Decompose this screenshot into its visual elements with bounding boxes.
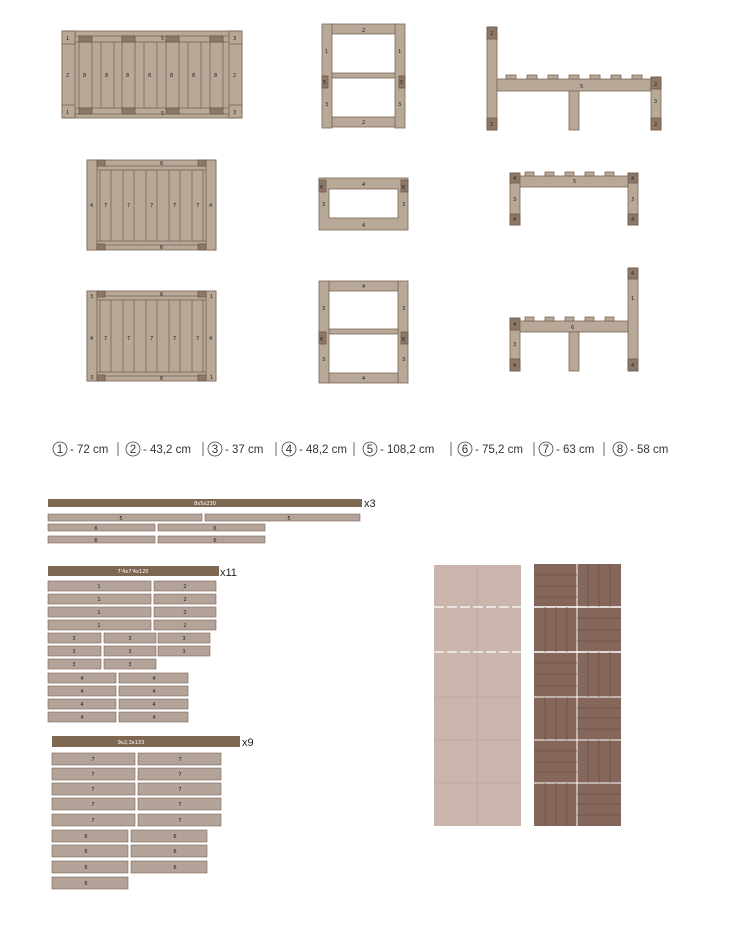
slat — [569, 332, 579, 371]
part-number: 8 — [170, 73, 174, 79]
part-number: 3 — [233, 110, 237, 116]
piece-number: 4 — [80, 715, 84, 721]
part-number: 6 — [160, 292, 164, 298]
slat — [79, 108, 92, 114]
part-number: 1 — [66, 110, 70, 116]
legend-length: - 43,2 cm — [143, 444, 191, 456]
slat — [548, 75, 558, 79]
slat — [75, 36, 229, 42]
piece-number: 1 — [97, 584, 101, 590]
part-number: 6 — [160, 161, 164, 167]
part-number: 4 — [90, 336, 94, 342]
part-number: 3 — [322, 202, 326, 208]
part-number: 5 — [323, 80, 327, 86]
legend-length: - 108,2 cm — [380, 444, 435, 456]
piece-number: 6 — [213, 538, 217, 544]
part-number: 7 — [173, 203, 177, 209]
view-small-frame — [319, 178, 408, 230]
part-number: 7 — [104, 203, 108, 209]
stock-size: 8x5x230 — [194, 501, 216, 507]
part-number: 2 — [233, 73, 237, 79]
cut-piece — [52, 845, 128, 857]
part-number: 8 — [214, 73, 218, 79]
slat — [97, 241, 206, 245]
part-number: 5 — [161, 36, 165, 42]
slat — [166, 36, 179, 42]
piece-number: 3 — [72, 649, 76, 655]
piece-number: 3 — [182, 636, 186, 642]
piece-number: 3 — [128, 649, 132, 655]
slat — [611, 75, 621, 79]
piece-number: 4 — [80, 702, 84, 708]
part-number: 2 — [654, 82, 658, 88]
piece-number: 7 — [91, 787, 95, 793]
part-number: 3 — [322, 306, 326, 312]
legend-number: 4 — [285, 444, 293, 456]
slat — [198, 375, 206, 381]
part-number: 4 — [362, 223, 366, 229]
cut-piece — [48, 536, 155, 543]
legend-number: 7 — [542, 444, 550, 456]
cut-piece — [48, 514, 202, 521]
part-number: 1 — [398, 49, 402, 55]
piece-number: 6 — [173, 865, 177, 871]
part-number: 3 — [322, 357, 326, 363]
part-number: 4 — [631, 363, 635, 369]
piece-number: 6 — [213, 526, 217, 532]
slat — [590, 75, 600, 79]
piece-number: 4 — [152, 676, 156, 682]
piece-number: 6 — [173, 834, 177, 840]
part-number: 8 — [192, 73, 196, 79]
legend-length: - 58 cm — [630, 444, 669, 456]
slat — [585, 172, 594, 176]
part-number: 4 — [513, 217, 517, 223]
cutting-group-1 — [48, 498, 376, 544]
part-number: 8 — [148, 73, 152, 79]
part-number: 8 — [83, 73, 87, 79]
cut-piece — [158, 536, 265, 543]
piece-number: 7 — [91, 802, 95, 808]
piece-number: 2 — [183, 597, 187, 603]
slat — [487, 27, 497, 130]
slat — [198, 160, 206, 166]
slat — [329, 329, 398, 334]
slat — [605, 317, 614, 321]
slat — [628, 268, 638, 371]
part-number: 8 — [105, 73, 109, 79]
part-number: 2 — [490, 31, 494, 37]
view-side-tall — [510, 268, 638, 371]
cut-piece — [158, 524, 265, 531]
slat — [506, 75, 516, 79]
piece-number: 1 — [97, 610, 101, 616]
part-number: 7 — [173, 336, 177, 342]
part-number: 2 — [66, 73, 70, 79]
piece-number: 7 — [178, 818, 182, 824]
slat — [605, 172, 614, 176]
piece-number: 3 — [128, 636, 132, 642]
stock-size: 7'4x7'4x120 — [117, 569, 149, 575]
slat — [210, 36, 223, 42]
part-number: 5 — [400, 80, 404, 86]
slat — [210, 108, 223, 114]
tile-strip-light — [434, 565, 521, 826]
piece-number: 7 — [91, 772, 95, 778]
part-number: 7 — [150, 336, 154, 342]
piece-number: 6 — [84, 865, 88, 871]
part-number: 8 — [126, 73, 130, 79]
cutting-group-2 — [48, 566, 237, 722]
view-front-frame-2 — [319, 281, 408, 383]
piece-number: 3 — [128, 662, 132, 668]
part-number: 4 — [362, 182, 366, 188]
part-number: 4 — [513, 176, 517, 182]
piece-number: 3 — [182, 649, 186, 655]
cut-piece — [205, 514, 360, 521]
slat — [632, 75, 642, 79]
part-number: 2 — [362, 120, 366, 126]
piece-number: 7 — [178, 787, 182, 793]
part-number: 1 — [66, 36, 70, 42]
legend-length: - 72 cm — [70, 444, 109, 456]
slat — [198, 291, 206, 297]
part-number: 6 — [160, 245, 164, 251]
piece-number: 5 — [119, 516, 123, 522]
part-number: 4 — [631, 271, 635, 277]
piece-number: 4 — [152, 689, 156, 695]
cut-piece — [131, 861, 207, 873]
view-backrest-pallet — [87, 160, 216, 251]
legend-number: 3 — [211, 444, 219, 456]
cut-piece — [52, 877, 128, 889]
slat — [79, 36, 92, 42]
slat — [97, 166, 206, 170]
part-number: 3 — [513, 342, 517, 348]
view-side-backrest — [487, 27, 661, 130]
piece-number: 2 — [183, 623, 187, 629]
part-number: 3 — [402, 306, 406, 312]
legend-number: 5 — [366, 444, 374, 456]
legend-number: 6 — [461, 444, 469, 456]
legend-length: - 37 cm — [225, 444, 264, 456]
part-number: 6 — [160, 376, 164, 382]
piece-number: 6 — [94, 538, 98, 544]
part-number: 3 — [631, 197, 635, 203]
slat — [565, 172, 574, 176]
slat — [527, 75, 537, 79]
part-number: 5 — [161, 111, 165, 117]
piece-number: 7 — [91, 757, 95, 763]
piece-number: 2 — [183, 610, 187, 616]
part-number: 4 — [513, 363, 517, 369]
slat — [525, 172, 534, 176]
piece-number: 2 — [183, 584, 187, 590]
part-number: 1 — [325, 49, 329, 55]
part-number: 4 — [90, 203, 94, 209]
piece-number: 1 — [97, 623, 101, 629]
piece-number: 6 — [84, 834, 88, 840]
part-number: 1 — [210, 294, 214, 300]
part-number: 3 — [402, 202, 406, 208]
part-number: 1 — [210, 375, 214, 381]
piece-number: 6 — [84, 849, 88, 855]
stock-quantity: x3 — [364, 498, 376, 510]
stock-quantity: x9 — [242, 737, 254, 749]
length-legend — [53, 442, 668, 456]
part-number: 3 — [402, 357, 406, 363]
part-number: 4 — [631, 176, 635, 182]
piece-number: 4 — [152, 715, 156, 721]
legend-length: - 63 cm — [556, 444, 595, 456]
part-number: 3 — [233, 36, 237, 42]
cutting-group-3 — [52, 736, 254, 889]
part-number: 6 — [320, 185, 324, 191]
part-number: 4 — [209, 336, 213, 342]
slat — [97, 296, 206, 300]
piece-number: 3 — [72, 662, 76, 668]
slat — [122, 36, 135, 42]
legend-length: - 75,2 cm — [475, 444, 523, 456]
piece-number: 4 — [80, 689, 84, 695]
part-number: 5 — [580, 84, 584, 90]
slat — [545, 172, 554, 176]
part-number: 4 — [362, 376, 366, 382]
piece-number: 5 — [287, 516, 291, 522]
slat — [329, 189, 398, 218]
slat — [569, 91, 579, 130]
part-number: 2 — [654, 122, 658, 128]
slat — [97, 372, 206, 376]
part-number: 4 — [362, 284, 366, 290]
piece-number: 3 — [72, 636, 76, 642]
tile-background — [434, 565, 521, 826]
part-number: 3 — [654, 99, 658, 105]
piece-number: 4 — [80, 676, 84, 682]
legend-number: 1 — [56, 444, 64, 456]
part-number: 6 — [402, 337, 406, 343]
slat — [545, 317, 554, 321]
slat — [332, 73, 395, 78]
part-number: 6 — [402, 185, 406, 191]
part-number: 7 — [150, 203, 154, 209]
part-number: 3 — [90, 294, 94, 300]
cut-piece — [52, 861, 128, 873]
part-number: 3 — [513, 197, 517, 203]
view-front-frame — [322, 24, 405, 128]
slat — [569, 75, 579, 79]
part-number: 3 — [398, 102, 402, 108]
view-seat-pallet-2 — [87, 291, 216, 382]
piece-number: 7 — [178, 772, 182, 778]
slat — [525, 317, 534, 321]
part-number: 7 — [127, 336, 131, 342]
slat — [97, 244, 105, 250]
part-number: 4 — [209, 203, 213, 209]
piece-number: 7 — [178, 802, 182, 808]
legend-length: - 48,2 cm — [299, 444, 347, 456]
part-number: 7 — [196, 203, 200, 209]
piece-number: 4 — [152, 702, 156, 708]
part-number: 7 — [104, 336, 108, 342]
part-number: 6 — [571, 325, 575, 331]
legend-number: 8 — [616, 444, 624, 456]
cut-piece — [48, 524, 155, 531]
piece-number: 1 — [97, 597, 101, 603]
slat — [97, 160, 105, 166]
cut-piece — [52, 830, 128, 842]
slat — [122, 108, 135, 114]
slat — [97, 291, 105, 297]
piece-number: 7 — [178, 757, 182, 763]
part-number: 6 — [320, 337, 324, 343]
slat — [97, 375, 105, 381]
part-number: 4 — [631, 217, 635, 223]
piece-number: 6 — [84, 881, 88, 887]
part-number: 1 — [631, 296, 635, 302]
piece-number: 6 — [94, 526, 98, 532]
part-number: 5 — [573, 179, 577, 185]
cut-piece — [131, 830, 207, 842]
view-table-side — [510, 172, 638, 225]
view-seat-top — [62, 31, 242, 118]
piece-number: 7 — [91, 818, 95, 824]
tile-strip-dark — [534, 564, 621, 826]
slat — [565, 317, 574, 321]
stock-size: 9x2,3x133 — [117, 740, 145, 746]
part-number: 4 — [513, 322, 517, 328]
part-number: 3 — [90, 375, 94, 381]
slat — [198, 244, 206, 250]
part-number: 7 — [127, 203, 131, 209]
piece-number: 6 — [173, 849, 177, 855]
slat — [75, 108, 229, 114]
slat — [497, 79, 651, 91]
part-number: 2 — [490, 122, 494, 128]
part-number: 2 — [362, 28, 366, 34]
cut-piece — [131, 845, 207, 857]
slat — [166, 108, 179, 114]
part-number: 3 — [325, 102, 329, 108]
slat — [585, 317, 594, 321]
stock-quantity: x11 — [220, 567, 237, 579]
stock-board — [52, 736, 240, 747]
part-number: 7 — [196, 336, 200, 342]
legend-number: 2 — [129, 444, 137, 456]
